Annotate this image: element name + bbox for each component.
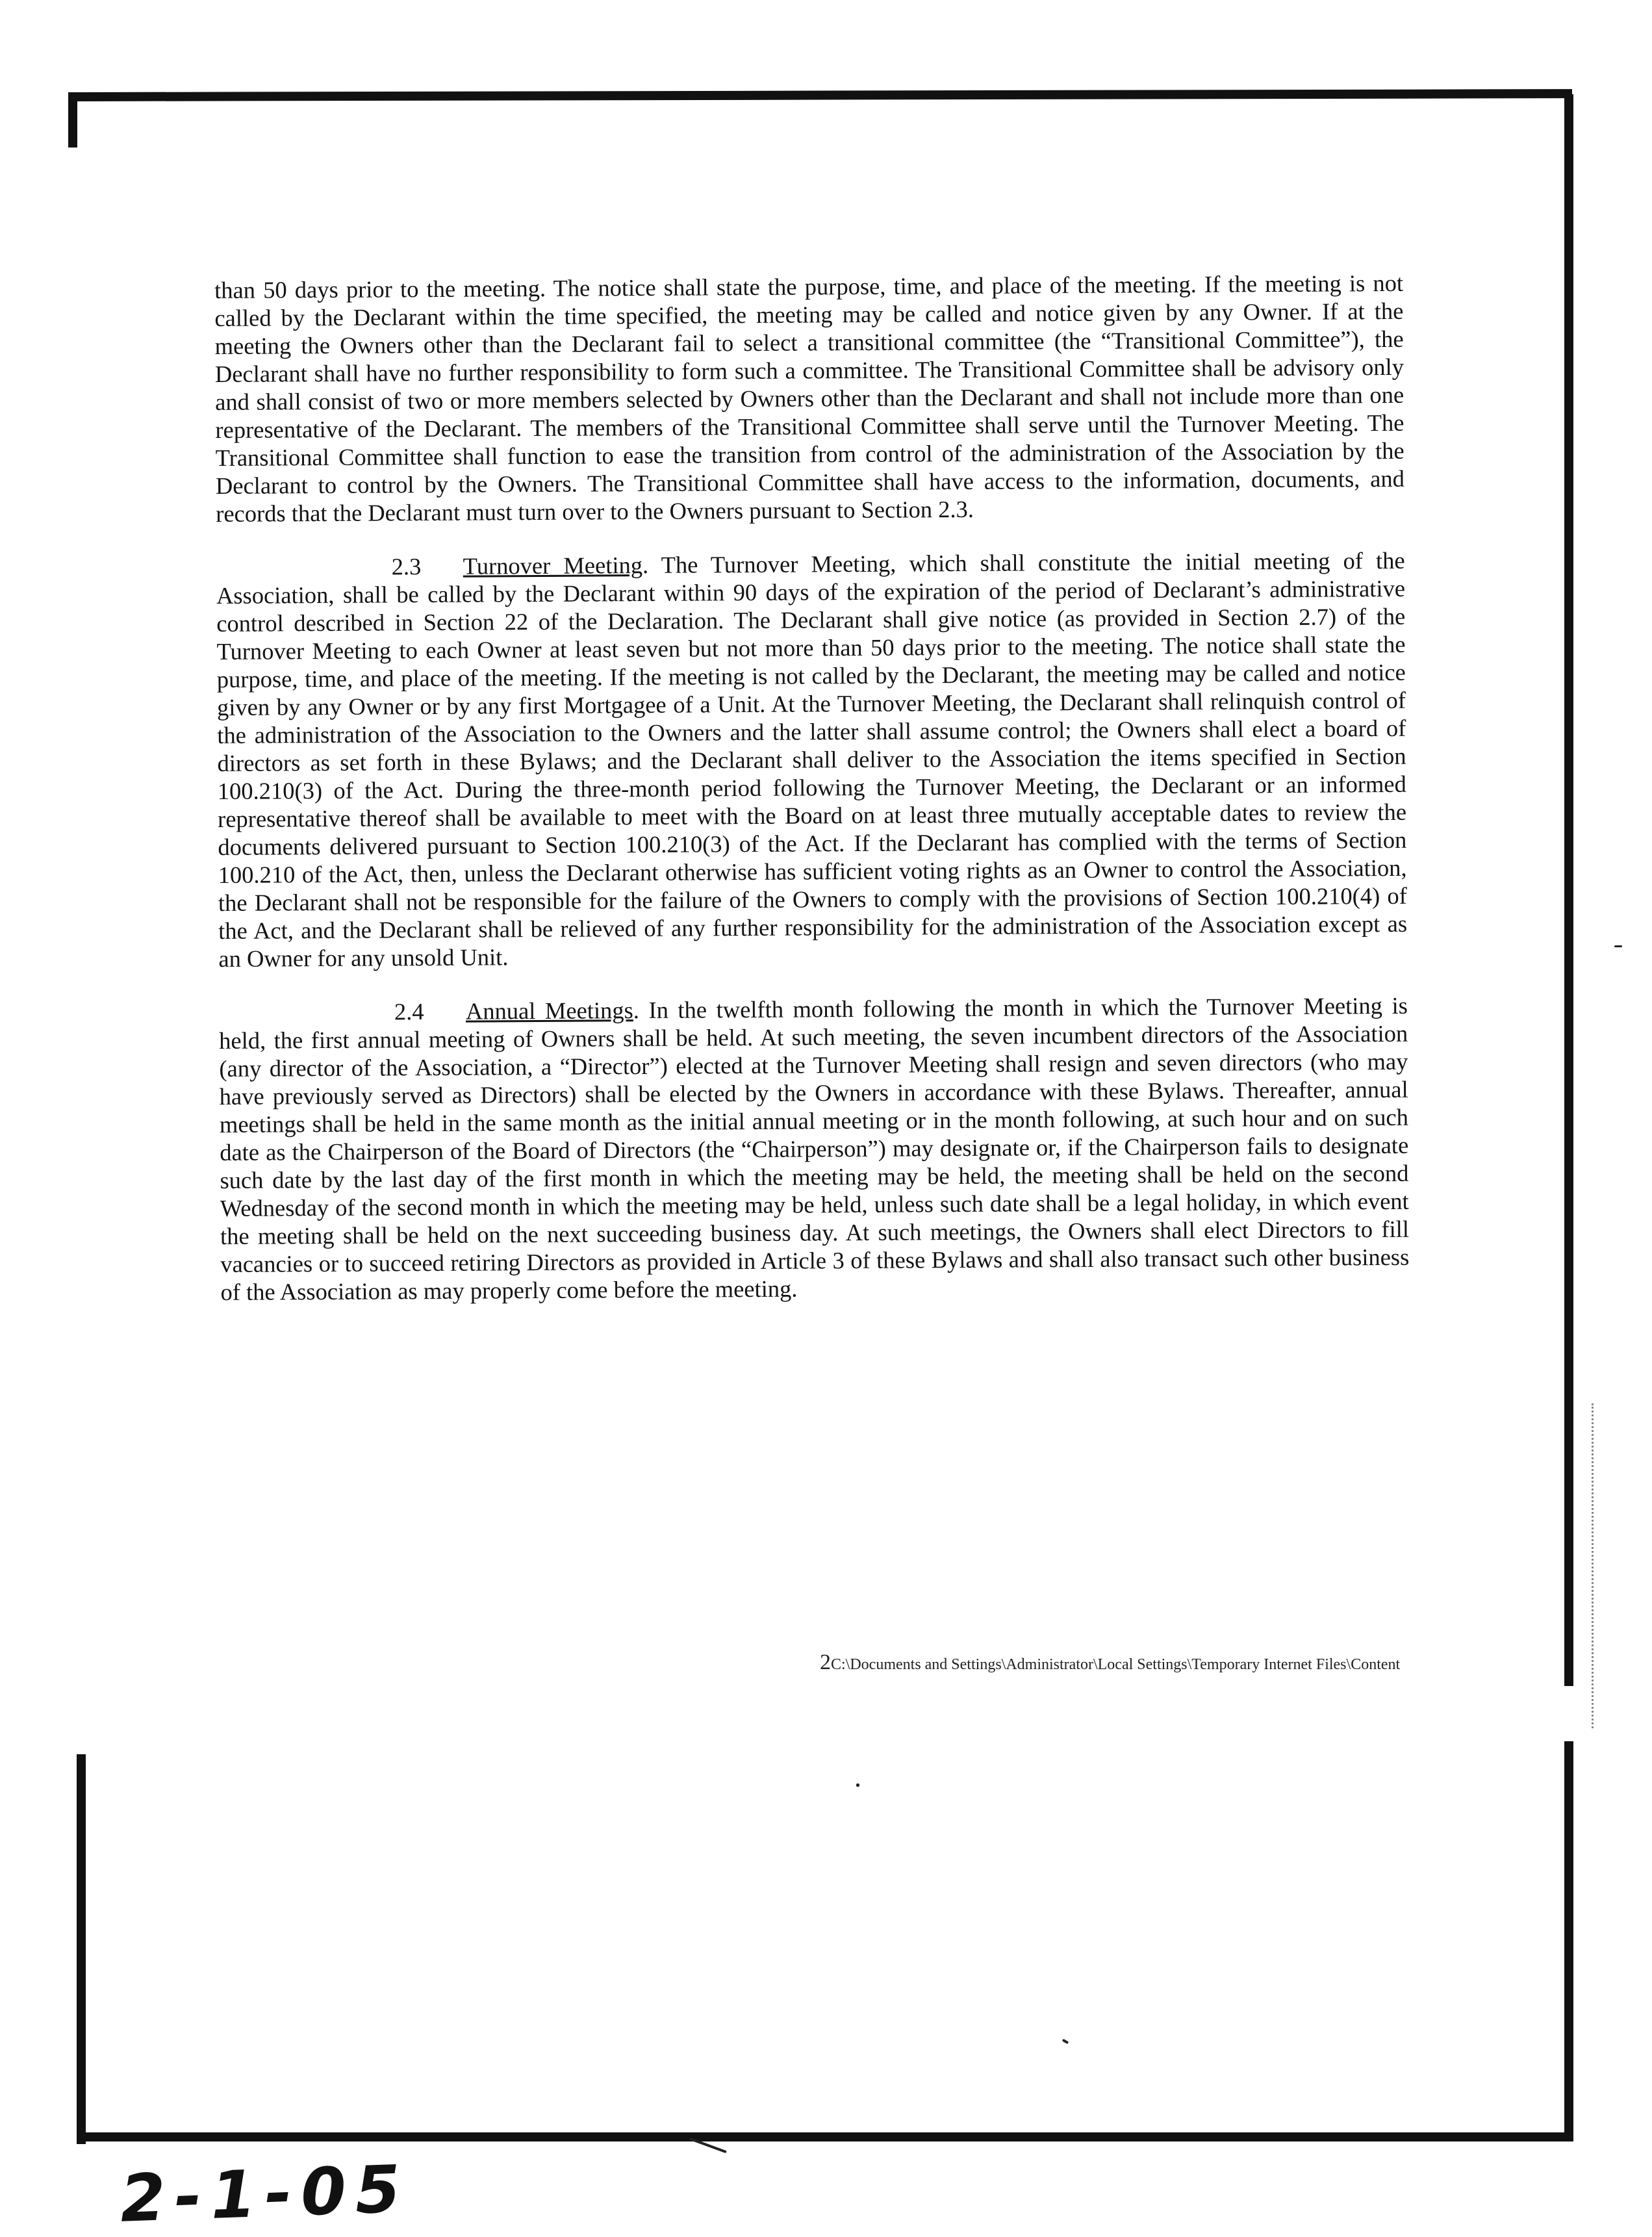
scan-speck [1062, 2039, 1069, 2044]
section-heading: Annual Meetings [465, 997, 633, 1025]
file-path: C:\Documents and Settings\Administrator\Local Settings\Temporary Internet Files\Content [831, 1656, 1401, 1673]
section-2-4 [219, 991, 1410, 1306]
scan-speck [856, 1783, 859, 1787]
scan-noise-dots [1592, 1403, 1596, 1728]
scan-border-mark [68, 92, 77, 147]
scan-border-right-lower [1564, 1741, 1573, 2141]
section-number: 2.3 [391, 553, 422, 580]
page-footer [820, 1650, 1400, 1675]
handwritten-date: 2-1-05 [119, 2151, 411, 2237]
scan-border-right-upper [1564, 94, 1573, 1686]
scan-border-bottom [77, 2132, 1573, 2141]
scan-border-top [68, 89, 1572, 101]
section-heading: Turnover Meeting [463, 551, 643, 580]
intro-paragraph: than 50 days prior to the meeting. The notice shall state the purpose, time, and place of the meeting. If the meeting is not called by the Declarant within the time specified, the meeting may be called and notice given by any Owner. If at the meeting the Owners other than the Declarant fail to select a transitional committee (the “Transitional Committee”), the Declarant shall have no further responsibility to form such a committee. The Transitional Committee shall be advisory only and shall consist of two or more members selected by Owners other than the Declarant and shall not include more than one representative of the Declarant. The members of the Transitional Committee shall serve until the Turnover Meeting. The Transitional Committee shall function to ease the transition from control of the administration of the Association by the Declarant to control by the Owners. The Transitional Committee shall have access to the information, documents, and records that the Declarant must turn over to the Owners pursuant to Section 2.3. [214, 269, 1405, 527]
scan-speck [1614, 945, 1622, 947]
section-text: . In the twelfth month following the month in which the Turnover Meeting is held, the first annual meeting of Owners shall be held. At such meeting, the seven incumbent directors of the Association (any director of the Association, a “Director”) elected at the Turnover Meeting shall resign and seven directors (who may have previously served as Directors) shall be elected by the Owners in accordance with these Bylaws. Thereafter, annual meetings shall be held in the same month as the initial annual meeting or in the month following, at such hour and on such date as the Chairperson of the Board of Directors (the “Chairperson”) may designate or, if the Chairperson fails to designate such date by the last day of the first month in which the meeting may be held, the meeting shall be held on the second Wednesday of the second month in which the meeting may be held, unless such date shall be a legal holiday, in which event the meeting shall be held on the next succeeding business day. At such meetings, the Owners shall elect Directors to fill vacancies or to succeed retiring Directors as provided in Article 3 of these Bylaws and shall also transact such other business of the Association as may properly come before the meeting. [219, 991, 1410, 1305]
section-text: . The Turnover Meeting, which shall constitute the initial meeting of the Association, shall be called by the Declarant within 90 days of the expiration of the period of Declarant’s administrative control described in Section 22 of the Declaration. The Declarant shall give notice (as provided in Section 2.7) of the Turnover Meeting to each Owner at least seven but not more than 50 days prior to the meeting. The notice shall state the purpose, time, and place of the meeting. If the meeting is not called by the Declarant, the meeting may be called and notice given by any Owner or by any first Mortgagee of a Unit. At the Turnover Meeting, the Declarant shall relinquish control of the administration of the Association to the Owners and the latter shall assume control; the Owners shall elect a board of directors as set forth in these Bylaws; and the Declarant shall deliver to the Association the items specified in Section 100.210(3) of the Act. During the three-month period following the Turnover Meeting, the Declarant or an informed representative thereof shall be available to meet with the Board on at least three mutually acceptable dates to review the documents delivered pursuant to Section 100.210(3) of the Act. If the Declarant has complied with the terms of Section 100.210 of the Act, then, unless the Declarant otherwise has sufficient voting rights as an Owner to control the Association, the Declarant shall not be responsible for the failure of the Owners to comply with the provisions of Section 100.210(4) of the Act, and the Declarant shall be relieved of any further responsibility for the administration of the Association except as an Owner for any unsold Unit. [216, 546, 1408, 972]
page-number: 2 [820, 1650, 831, 1674]
document-body [214, 269, 1410, 1332]
section-2-3 [216, 546, 1408, 973]
section-number: 2.4 [394, 998, 424, 1025]
scan-border-left-lower [77, 1754, 86, 2144]
